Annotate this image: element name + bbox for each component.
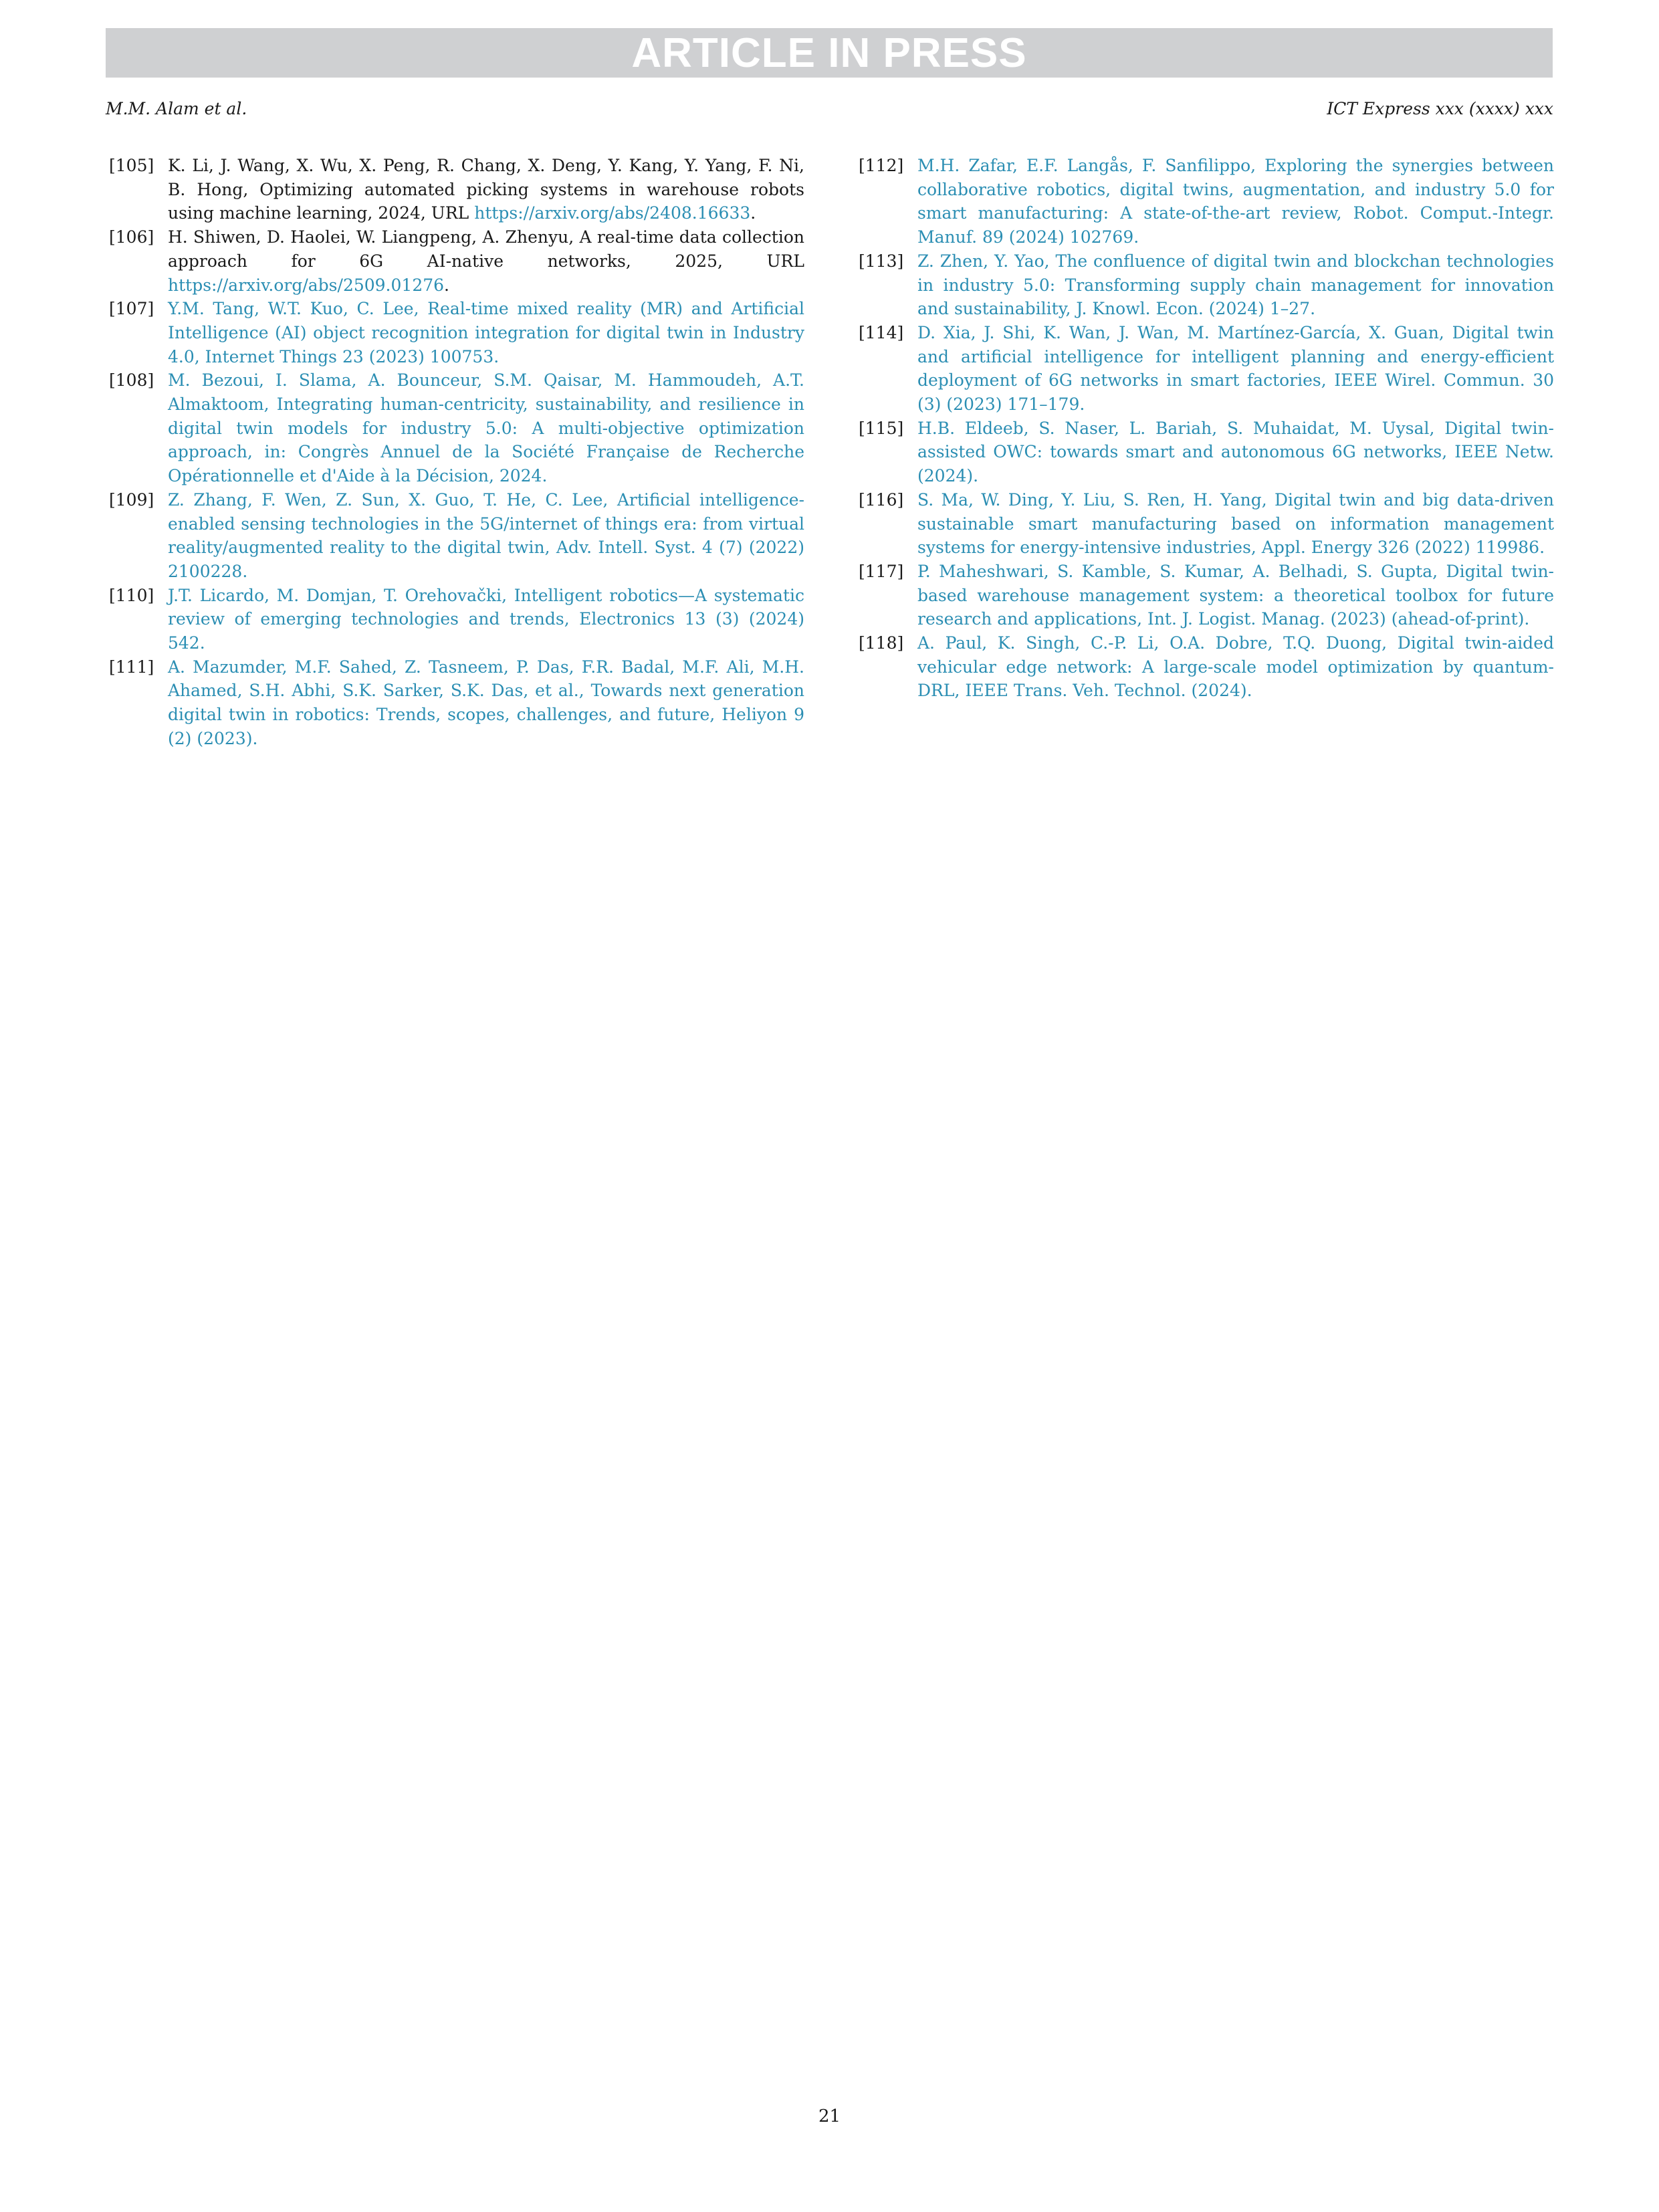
reference-link[interactable]: M.H. Zafar, E.F. Langås, F. Sanfilippo, Exploring the synergies between collaborative robotics, digital twins, augmentation, and industry 5.0 for smart manufacturing: A state-of-the-art review, Robot. Comput.-Integr. Manuf. 89 (2024) 102769. [917, 156, 1554, 247]
reference-number: [110] [109, 585, 154, 605]
reference-number: [107] [109, 299, 154, 319]
reference-number: [113] [859, 251, 904, 271]
references-column-right [855, 154, 1554, 703]
reference-number: [105] [109, 156, 154, 175]
reference-link[interactable]: J.T. Licardo, M. Domjan, T. Orehovački, Intelligent robotics—A systematic review of emerging technologies and trends, Electronics 13 (3) (2024) 542. [168, 585, 804, 653]
reference-item [855, 488, 1554, 560]
reference-number: [114] [859, 322, 904, 342]
reference-number: [118] [859, 633, 904, 653]
reference-link[interactable]: Z. Zhen, Y. Yao, The confluence of digital twin and blockchan technologies in industry 5.0: Transforming supply chain management for innovation and sustainability, J. Knowl. Econ. (2024) 1–27. [917, 251, 1554, 319]
reference-item [855, 631, 1554, 703]
reference-url-link[interactable]: https://arxiv.org/abs/2408.16633 [474, 203, 751, 223]
reference-number: [106] [109, 227, 154, 247]
reference-link[interactable]: A. Mazumder, M.F. Sahed, Z. Tasneem, P. Das, F.R. Badal, M.F. Ali, M.H. Ahamed, S.H. Abhi, S.K. Sarker, S.K. Das, et al., Towards next generation digital twin in robotics: Trends, scopes, challenges, and future, Heliyon 9 (2) (2023). [168, 657, 804, 748]
reference-number: [116] [859, 489, 904, 510]
reference-link[interactable]: H.B. Eldeeb, S. Naser, L. Bariah, S. Muhaidat, M. Uysal, Digital twin-assisted OWC: towards smart and autonomous 6G networks, IEEE Netw. (2024). [917, 418, 1554, 486]
running-head-authors: M.M. Alam et al. [106, 99, 247, 118]
reference-citation: K. Li, J. Wang, X. Wu, X. Peng, R. Chang, X. Deng, Y. Kang, Y. Yang, F. Ni, B. Hong, Optimizing automated picking systems in warehouse robots using machine learning, 2024, URL [168, 156, 804, 223]
references-column-left [106, 154, 804, 751]
reference-item [106, 584, 804, 655]
reference-link[interactable]: Y.M. Tang, W.T. Kuo, C. Lee, Real-time mixed reality (MR) and Artificial Intelligence (AI) object recognition integration for digital twin in Industry 4.0, Internet Things 23 (2023) 100753. [168, 299, 804, 366]
reference-item [855, 249, 1554, 321]
reference-item [106, 297, 804, 368]
running-head-journal: ICT Express xxx (xxxx) xxx [1327, 99, 1553, 118]
reference-tail: . [444, 275, 449, 295]
reference-item [106, 368, 804, 488]
reference-url-link[interactable]: https://arxiv.org/abs/2509.01276 [168, 275, 445, 295]
reference-item [855, 560, 1554, 631]
reference-number: [111] [109, 657, 154, 677]
reference-text [168, 225, 804, 297]
reference-item [855, 417, 1554, 488]
reference-number: [109] [109, 489, 154, 510]
reference-item [106, 488, 804, 584]
reference-item [855, 321, 1554, 417]
article-in-press-banner: ARTICLE IN PRESS [106, 28, 1553, 78]
reference-link[interactable]: P. Maheshwari, S. Kamble, S. Kumar, A. Belhadi, S. Gupta, Digital twin-based warehouse management system: a theoretical toolbox for future research and applications, Int. J. Logist. Manag. (2023) (ahead-of-print). [917, 561, 1554, 629]
reference-link[interactable]: S. Ma, W. Ding, Y. Liu, S. Ren, H. Yang, Digital twin and big data-driven sustainable smart manufacturing based on information management systems for energy-intensive industries, Appl. Energy 326 (2022) 119986. [917, 489, 1554, 558]
reference-item [106, 655, 804, 751]
page-number: 21 [818, 2106, 841, 2126]
reference-tail: . [750, 203, 756, 223]
reference-link[interactable]: A. Paul, K. Singh, C.-P. Li, O.A. Dobre, T.Q. Duong, Digital twin-aided vehicular edge network: A large-scale model optimization by quantum-DRL, IEEE Trans. Veh. Technol. (2024). [917, 633, 1554, 701]
reference-citation: H. Shiwen, D. Haolei, W. Liangpeng, A. Zhenyu, A real-time data collection approach for 6G AI-native networks, 2025, URL [168, 227, 804, 271]
reference-number: [115] [859, 418, 904, 438]
reference-text [168, 154, 804, 225]
reference-item [855, 154, 1554, 249]
reference-number: [117] [859, 561, 904, 581]
reference-number: [112] [859, 156, 904, 175]
reference-link[interactable]: M. Bezoui, I. Slama, A. Bounceur, S.M. Qaisar, M. Hammoudeh, A.T. Almaktoom, Integrating human-centricity, sustainability, and resilience in digital twin models for industry 5.0: A multi-objective optimization approach, in: Congrès Annuel de la Société Française de Recherche Opérationnelle et d'Aide à la Décision, 2024. [168, 370, 804, 486]
reference-item [106, 154, 804, 225]
reference-link[interactable]: Z. Zhang, F. Wen, Z. Sun, X. Guo, T. He, C. Lee, Artificial intelligence-enabled sensing technologies in the 5G/internet of things era: from virtual reality/augmented reality to the digital twin, Adv. Intell. Syst. 4 (7) (2022) 2100228. [168, 489, 804, 581]
reference-number: [108] [109, 370, 154, 391]
reference-item [106, 225, 804, 297]
reference-link[interactable]: D. Xia, J. Shi, K. Wan, J. Wan, M. Martínez-García, X. Guan, Digital twin and artificial intelligence for intelligent planning and energy-efficient deployment of 6G networks in smart factories, IEEE Wirel. Commun. 30 (3) (2023) 171–179. [917, 322, 1554, 415]
